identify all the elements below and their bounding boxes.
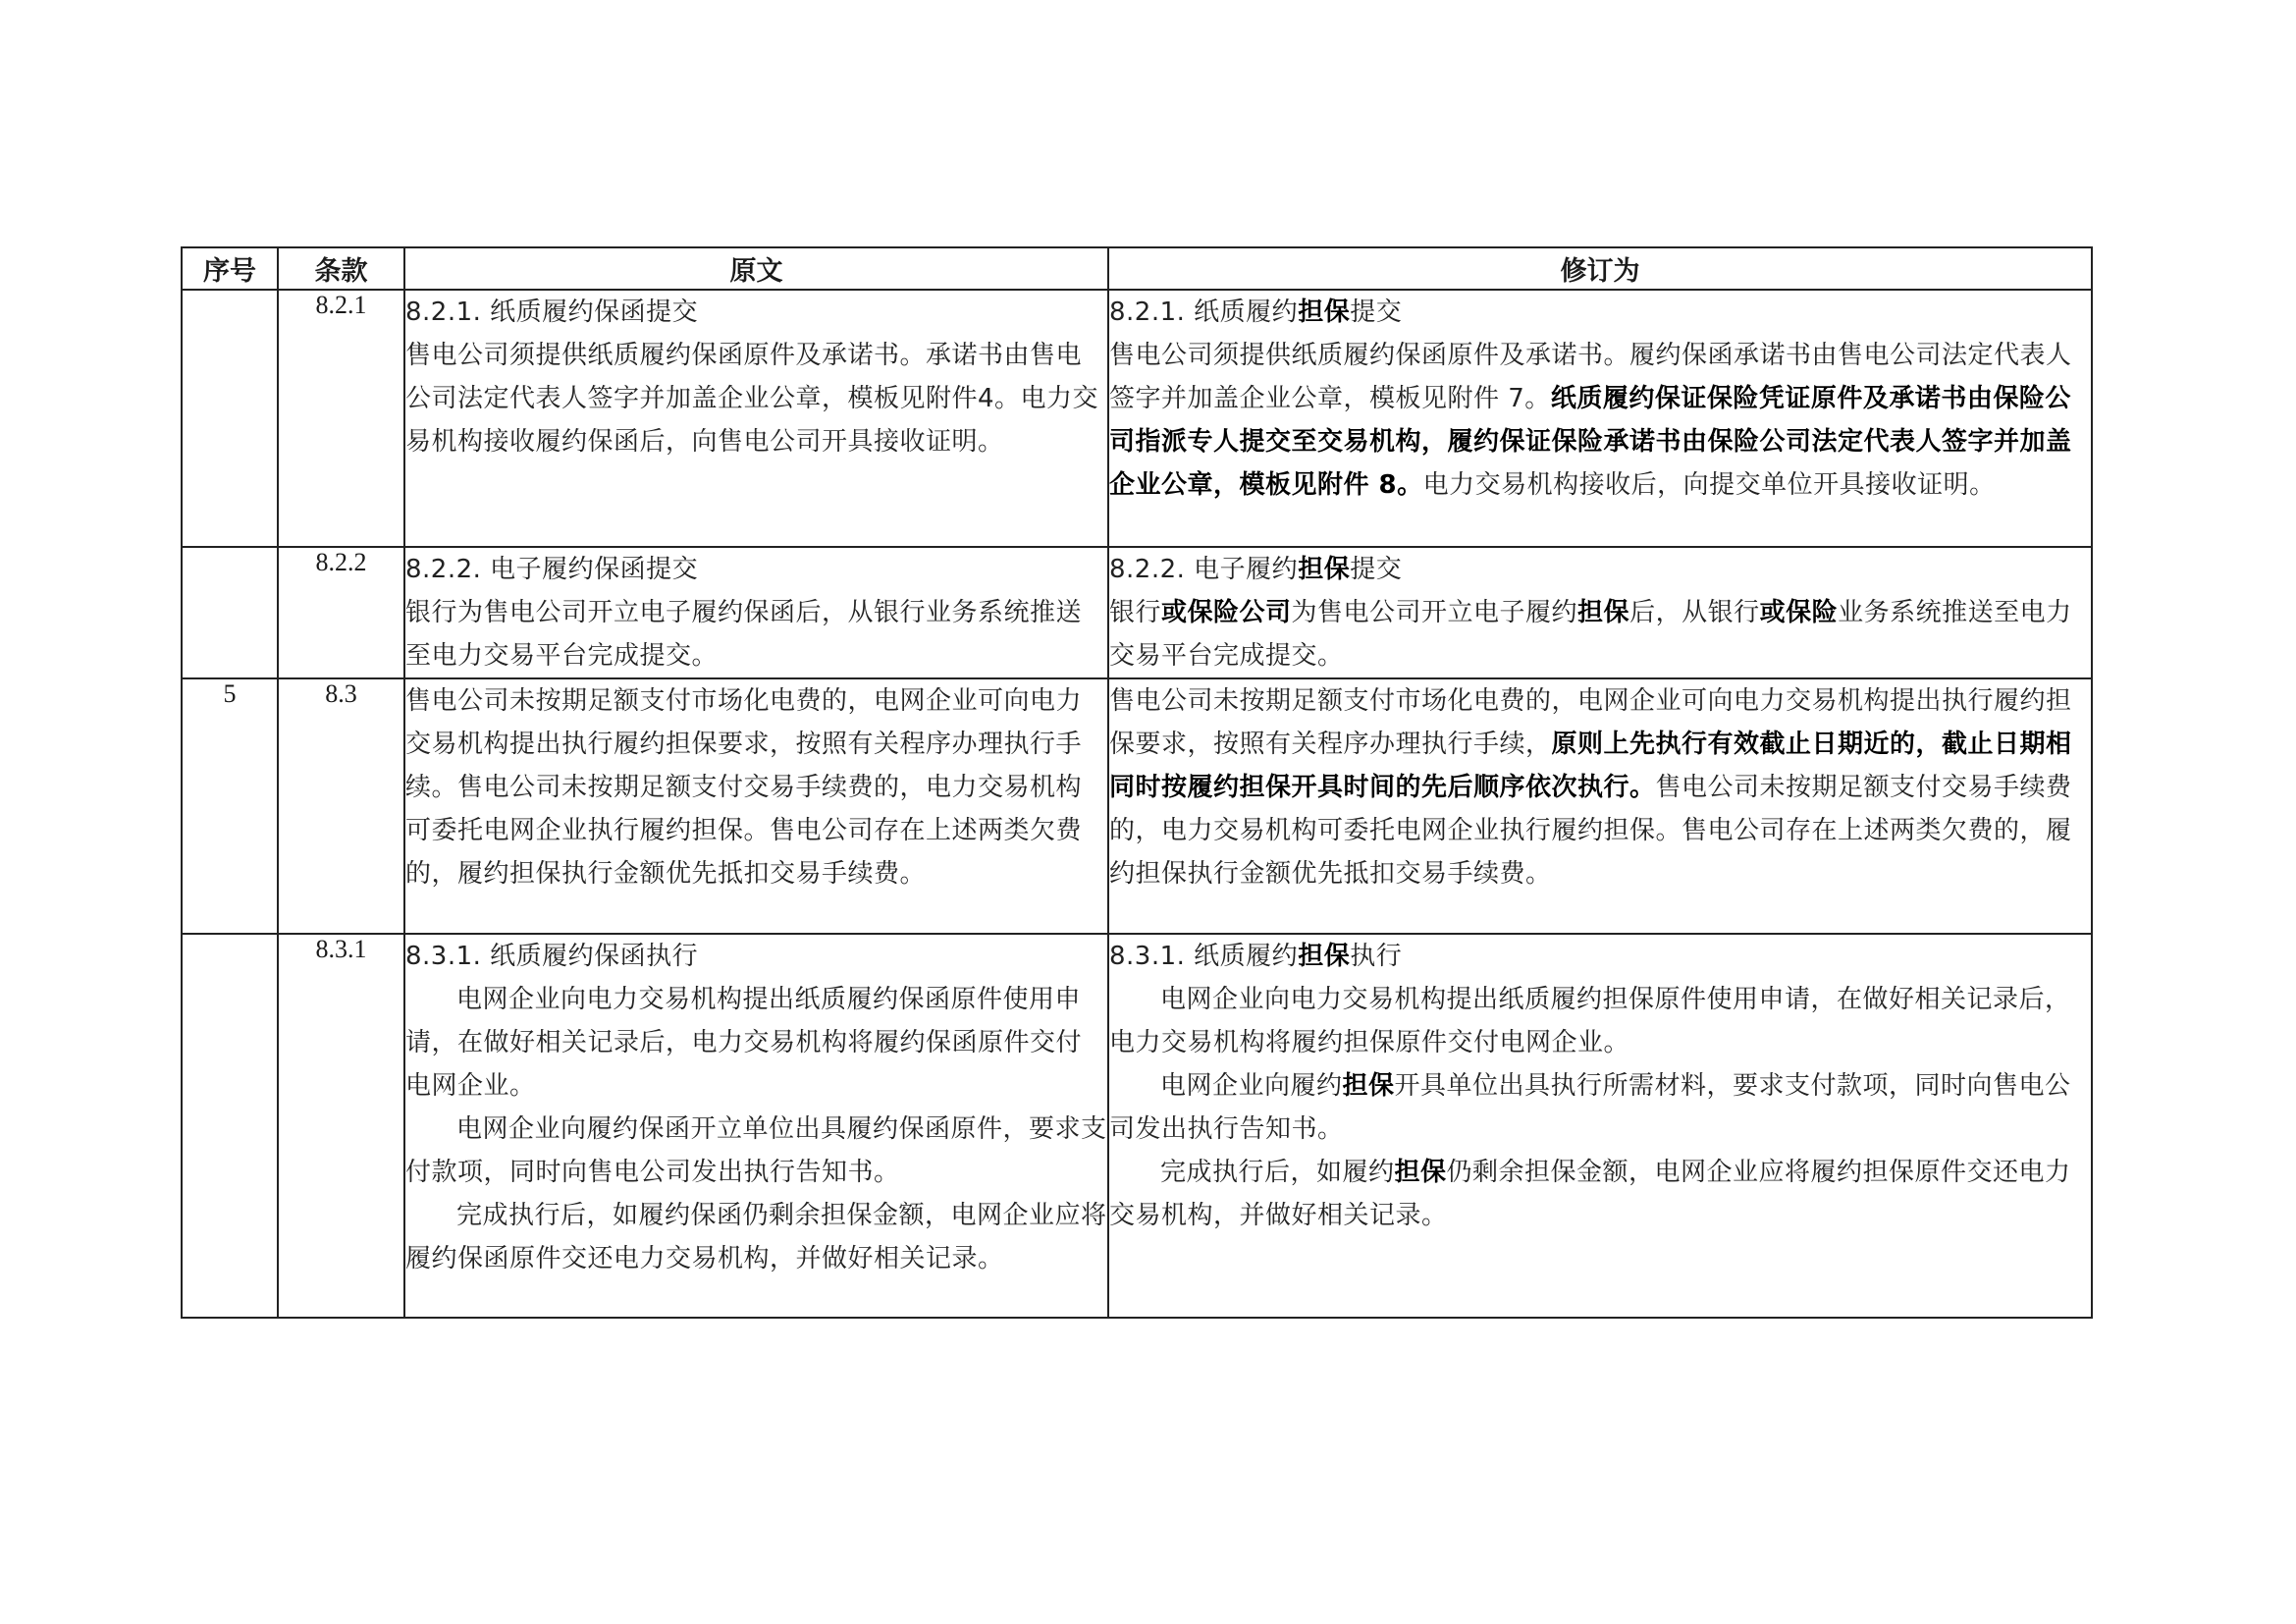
revision-comparison-table <box>181 246 2093 1319</box>
original-title: 8.2.2. 电子履约保函提交 <box>405 555 699 584</box>
body-text: 银行 <box>1109 598 1162 627</box>
revised-cell <box>1108 678 2092 934</box>
table-row <box>182 547 2092 678</box>
revised-title <box>1109 291 2091 334</box>
header-original: 原文 <box>404 247 1108 290</box>
body-bold-change: 或保险 <box>1759 598 1839 627</box>
seq-cell <box>182 290 278 547</box>
original-body: 售电公司未按期足额支付市场化电费的，电网企业可向电力交易机构提出执行履约担保要求，按照有关程序办理执行手续。售电公司未按期足额支付交易手续费的，电力交易机构可委托电网企业执行履约担保。售电公司存在上述两类欠费的，履约担保执行金额优先抵扣交易手续费。 <box>405 686 1083 889</box>
body-text: 售电公司未按期足额支付市场化电费的，电网企业可向电力交易机构提出执行履约担保要求，按照有关程序办理执行手续， <box>1109 686 2072 759</box>
title-text: 提交 <box>1350 298 1403 327</box>
body-bold-change: 担保 <box>1577 598 1630 627</box>
seq-cell <box>182 934 278 1318</box>
seq-cell <box>182 547 278 678</box>
header-revised: 修订为 <box>1108 247 2092 290</box>
original-cell <box>404 547 1108 678</box>
body-bold-change: 担保 <box>1342 1071 1395 1101</box>
body-text: 电力交易机构接收后，向提交单位开具接收证明。 <box>1422 470 1996 500</box>
clause-cell: 8.2.1 <box>278 290 404 547</box>
body-text: 开具单位出具执行所需材料，要求支付款项，同时向售电公司发出执行告知书。 <box>1109 1071 2071 1144</box>
revised-cell <box>1108 934 2092 1318</box>
revised-cell <box>1108 547 2092 678</box>
original-cell <box>404 678 1108 934</box>
title-bold-change: 担保 <box>1298 298 1351 327</box>
revised-body <box>1109 591 2091 677</box>
title-text: 8.2.2. 电子履约 <box>1109 555 1299 584</box>
table-header-row <box>182 247 2092 290</box>
title-bold-change: 担保 <box>1298 942 1351 971</box>
revised-body <box>1109 679 2091 895</box>
body-text: 业务系统推送至电力交易平台完成提交。 <box>1109 598 2072 671</box>
original-body: 银行为售电公司开立电子履约保函后，从银行业务系统推送至电力交易平台完成提交。 <box>405 598 1083 671</box>
revised-title <box>1109 935 2091 978</box>
original-cell <box>404 934 1108 1318</box>
title-text: 8.3.1. 纸质履约 <box>1109 942 1299 971</box>
body-bold-change: 或保险公司 <box>1161 598 1292 627</box>
table-row <box>182 678 2092 934</box>
body-text: 仍剩余担保金额，电网企业应将履约担保原件交还电力交易机构，并做好相关记录。 <box>1109 1158 2071 1230</box>
clause-cell: 8.3.1 <box>278 934 404 1318</box>
body-text: 为售电公司开立电子履约 <box>1291 598 1578 627</box>
body-bold-change: 原则上先执行有效截止日期近的，截止日期相同时按履约担保开具时间的先后顺序依次执行。 <box>1109 730 2072 802</box>
body-bold-change: 担保 <box>1394 1158 1447 1187</box>
seq-cell: 5 <box>182 678 278 934</box>
clause-cell: 8.3 <box>278 678 404 934</box>
header-seq: 序号 <box>182 247 278 290</box>
header-clause: 条款 <box>278 247 404 290</box>
body-text: 售电公司未按期足额支付交易手续费的，电力交易机构可委托电网企业执行履约担保。售电公司存在上述两类欠费的，履约担保执行金额优先抵扣交易手续费。 <box>1109 773 2072 889</box>
revised-body <box>1109 334 2091 507</box>
body-text: 后，从银行 <box>1629 598 1760 627</box>
original-paragraph-3: 完成执行后，如履约保函仍剩余担保金额，电网企业应将履约保函原件交还电力交易机构，并做好相关记录。 <box>405 1201 1107 1273</box>
title-text: 执行 <box>1350 942 1403 971</box>
original-title: 8.2.1. 纸质履约保函提交 <box>405 298 699 327</box>
title-text: 8.2.1. 纸质履约 <box>1109 298 1299 327</box>
revised-title <box>1109 548 2091 591</box>
body-text: 电网企业向履约 <box>1160 1071 1343 1101</box>
body-bold-change: 纸质履约保证保险凭证原件及承诺书由保险公司指派专人提交至交易机构，履约保证保险承诺书由保险公司法定代表人签字并加盖企业公章，模板见附件 8。 <box>1109 384 2072 500</box>
body-text: 完成执行后，如履约 <box>1160 1158 1395 1187</box>
original-title: 8.3.1. 纸质履约保函执行 <box>405 942 699 971</box>
table-row <box>182 934 2092 1318</box>
body-text: 售电公司须提供纸质履约保函原件及承诺书。履约保函承诺书由售电公司法定代表人签字并加盖企业公章，模板见附件 7。 <box>1109 341 2072 413</box>
table-row <box>182 290 2092 547</box>
revised-cell <box>1108 290 2092 547</box>
original-paragraph-1: 电网企业向电力交易机构提出纸质履约保函原件使用申请，在做好相关记录后，电力交易机构将履约保函原件交付电网企业。 <box>405 985 1083 1101</box>
title-text: 提交 <box>1350 555 1403 584</box>
revised-paragraph-3 <box>1109 1151 2091 1237</box>
original-cell <box>404 290 1108 547</box>
original-body: 售电公司须提供纸质履约保函原件及承诺书。承诺书由售电公司法定代表人签字并加盖企业公章，模板见附件4。电力交易机构接收履约保函后，向售电公司开具接收证明。 <box>405 341 1099 457</box>
revised-paragraph-2 <box>1109 1064 2091 1151</box>
revised-paragraph-1: 电网企业向电力交易机构提出纸质履约担保原件使用申请，在做好相关记录后，电力交易机构将履约担保原件交付电网企业。 <box>1109 985 2071 1057</box>
clause-cell: 8.2.2 <box>278 547 404 678</box>
original-paragraph-2: 电网企业向履约保函开立单位出具履约保函原件，要求支付款项，同时向售电公司发出执行告知书。 <box>405 1114 1107 1187</box>
title-bold-change: 担保 <box>1298 555 1351 584</box>
